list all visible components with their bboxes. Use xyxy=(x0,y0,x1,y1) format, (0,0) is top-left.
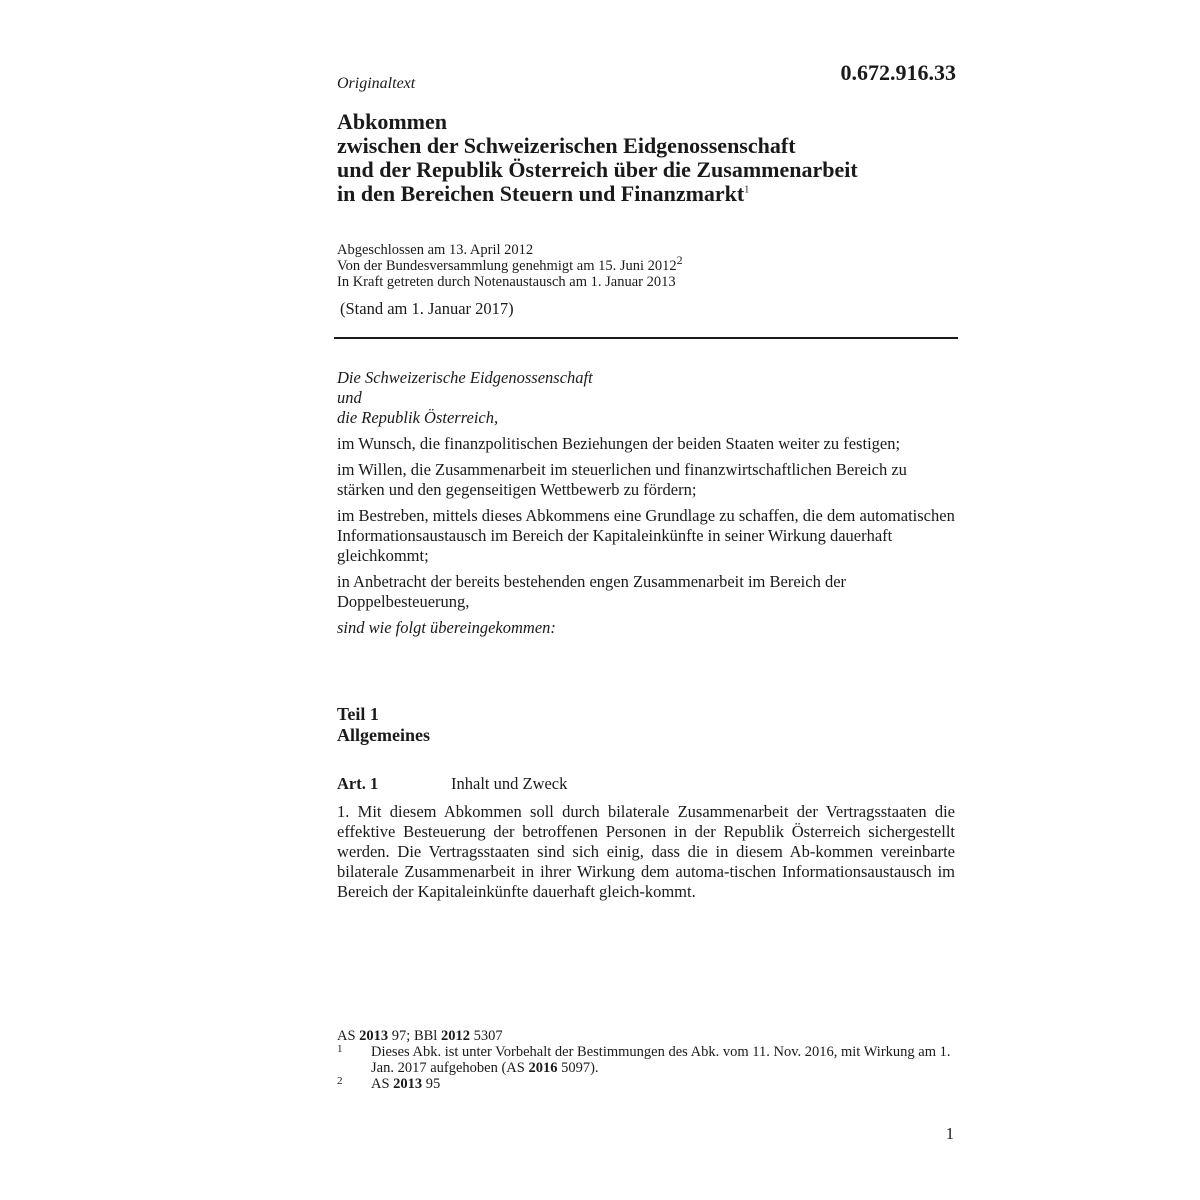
footnote-ref-1[interactable]: 1 xyxy=(744,184,750,196)
footnote-year: 2013 xyxy=(393,1076,423,1092)
conclusion-metadata xyxy=(337,242,683,290)
footnote-2 xyxy=(337,1076,957,1092)
title-divider xyxy=(334,337,958,339)
footnotes xyxy=(337,1028,957,1092)
recital: in Anbetracht der bereits bestehenden engen Zusammenarbeit im Bereich der Doppelbesteuerung, xyxy=(337,572,847,611)
source-year: 2012 xyxy=(440,1028,470,1044)
recital: im Willen, die Zusammenarbeit im steuerlichen und finanzwirtschaftlichen Bereich zu stärken und den gegenseitigen Wettbewerb zu fördern; xyxy=(337,460,907,499)
footnote-marker: 1 xyxy=(337,1043,343,1055)
article-paragraph: 1. Mit diesem Abkommen soll durch bilaterale Zusammenarbeit der Vertragsstaaten die effektive Besteuerung der betroffenen Personen in der Republik Österreich sichergestellt werden. Die Vertragsstaaten sind sich einig, dass die in diesem Ab-kommen vereinbarte bilaterale Zusammenarbeit in ihrer Wirkung dem automa-tischen Informationsaustausch im Bereich der Kapitaleinkünfte dauerhaft gleich-kommt. xyxy=(337,802,955,901)
footnote-text: Dieses Abk. ist unter Vorbehalt der Bestimmungen des Abk. vom 11. Nov. 2016, mit Wirkung am 1. Jan. 2017 aufgehoben (AS xyxy=(371,1044,951,1076)
source-year: 2013 xyxy=(359,1028,389,1044)
source-text: 97; BBl xyxy=(388,1028,441,1044)
part-title: Allgemeines xyxy=(337,725,430,745)
sr-number: 0.672.916.33 xyxy=(840,60,956,85)
article-heading xyxy=(337,774,567,794)
preamble-closing: sind wie folgt übereingekommen: xyxy=(337,618,556,637)
title-line xyxy=(337,182,858,206)
approval-text: Von der Bundesversammlung genehmigt am 15. Juni 2012 xyxy=(337,258,677,274)
part-heading xyxy=(337,704,430,746)
footnote-text: 95 xyxy=(422,1076,441,1092)
in-force-date: In Kraft getreten durch Notenaustausch am 1. Januar 2013 xyxy=(337,274,676,290)
document-title xyxy=(337,110,858,206)
footnote-ref-2[interactable]: 2 xyxy=(676,253,683,268)
source-reference xyxy=(337,1028,957,1044)
original-text-label: Originaltext xyxy=(337,75,416,92)
party-two: die Republik Österreich, xyxy=(337,408,499,427)
concluded-date: Abgeschlossen am 13. April 2012 xyxy=(337,242,534,258)
title-line-text: in den Bereichen Steuern und Finanzmarkt xyxy=(337,181,745,206)
article-number: Art. 1 xyxy=(337,774,379,793)
footnote-1 xyxy=(337,1044,957,1076)
preamble xyxy=(337,368,957,644)
article-title: Inhalt und Zweck xyxy=(451,774,568,793)
footnote-marker: 2 xyxy=(337,1075,343,1087)
recital: im Wunsch, die finanzpolitischen Beziehungen der beiden Staaten weiter zu festigen; xyxy=(337,434,901,453)
part-number: Teil 1 xyxy=(337,704,379,724)
party-conjunction: und xyxy=(337,388,362,407)
approval-date xyxy=(337,253,683,274)
footnote-text: 5097). xyxy=(557,1060,599,1076)
title-line: zwischen der Schweizerischen Eidgenossenschaft xyxy=(337,133,796,158)
source-text: AS xyxy=(337,1028,360,1044)
footnote-year: 2016 xyxy=(528,1060,558,1076)
status-date: (Stand am 1. Januar 2017) xyxy=(340,299,514,318)
source-text: 5307 xyxy=(469,1028,503,1044)
recital: im Bestreben, mittels dieses Abkommens eine Grundlage zu schaffen, die dem automatischen Informationsaustausch im Bereich der Kapitaleinkünfte in seiner Wirkung dauerhaft gleichkommt; xyxy=(337,506,955,565)
page-number: 1 xyxy=(945,1124,954,1143)
title-line: Abkommen xyxy=(337,109,448,134)
title-line: und der Republik Österreich über die Zusammenarbeit xyxy=(337,157,858,182)
footnote-text: AS xyxy=(371,1076,394,1092)
party-one: Die Schweizerische Eidgenossenschaft xyxy=(337,368,593,387)
